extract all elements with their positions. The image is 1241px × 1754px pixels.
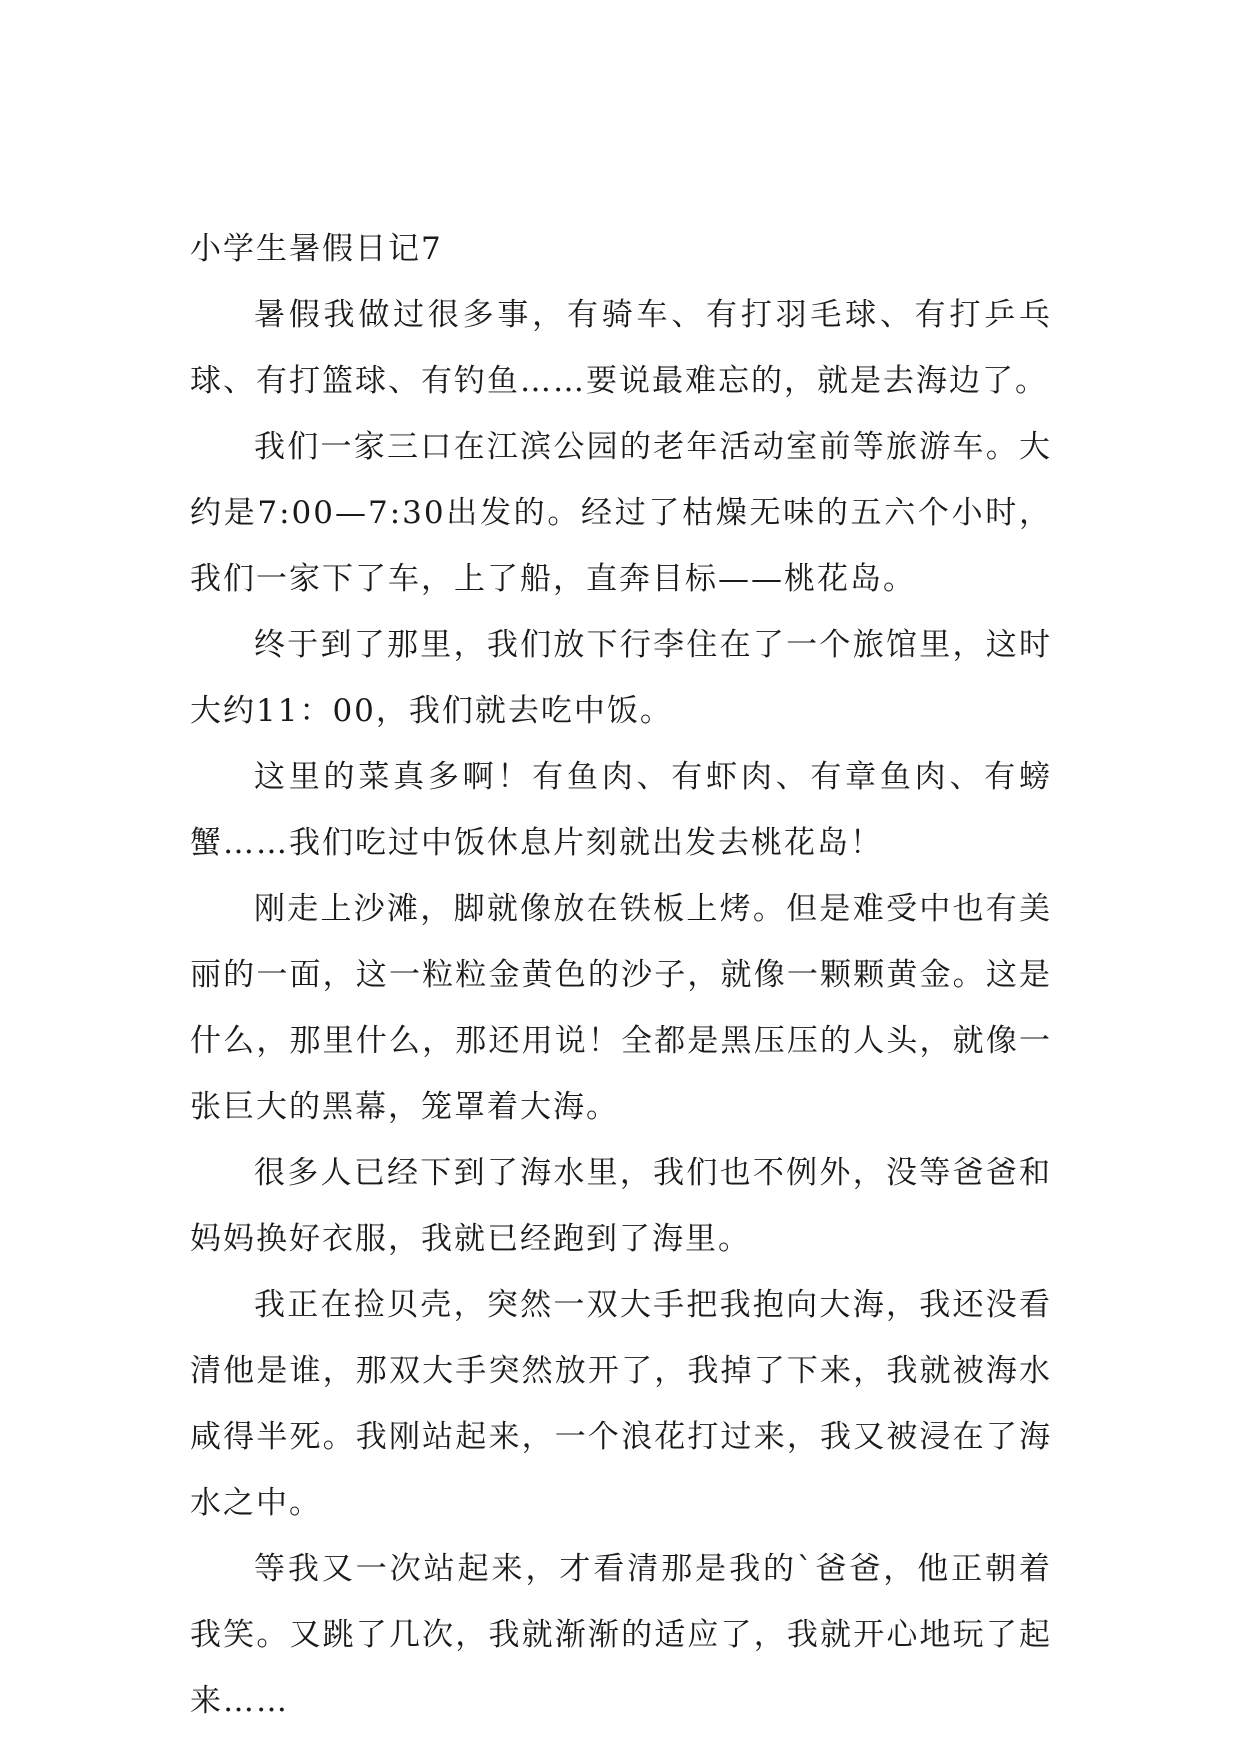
- paragraph: 暑假我做过很多事，有骑车、有打羽毛球、有打乒乓球、有打篮球、有钓鱼……要说最难忘的，就是去海边了。: [190, 297, 1052, 399]
- paragraph: 等我又一次站起来，才看清那是我的`爸爸，他正朝着我笑。又跳了几次，我就渐渐的适应了，我就开心地玩了起来……: [190, 1551, 1052, 1719]
- paragraph: 这里的菜真多啊！有鱼肉、有虾肉、有章鱼肉、有螃蟹……我们吃过中饭休息片刻就出发去桃花岛！: [190, 759, 1052, 861]
- paragraph: 我正在捡贝壳，突然一双大手把我抱向大海，我还没看清他是谁，那双大手突然放开了，我掉了下来，我就被海水咸得半死。我刚站起来，一个浪花打过来，我又被浸在了海水之中。: [190, 1287, 1052, 1521]
- document-title: 小学生暑假日记7: [190, 231, 443, 267]
- paragraph: 刚走上沙滩，脚就像放在铁板上烤。但是难受中也有美丽的一面，这一粒粒金黄色的沙子，就像一颗颗黄金。这是什么，那里什么，那还用说！全都是黑压压的人头，就像一张巨大的黑幕，笼罩着大海。: [190, 891, 1052, 1125]
- document-body: [190, 216, 1052, 1734]
- paragraph: 很多人已经下到了海水里，我们也不例外，没等爸爸和妈妈换好衣服，我就已经跑到了海里。: [190, 1155, 1052, 1257]
- paragraph: 我们一家三口在江滨公园的老年活动室前等旅游车。大约是7:00—7:30出发的。经过了枯燥无味的五六个小时，我们一家下了车，上了船，直奔目标——桃花岛。: [190, 429, 1052, 597]
- paragraph: 终于到了那里，我们放下行李住在了一个旅馆里，这时大约11：00，我们就去吃中饭。: [190, 627, 1052, 729]
